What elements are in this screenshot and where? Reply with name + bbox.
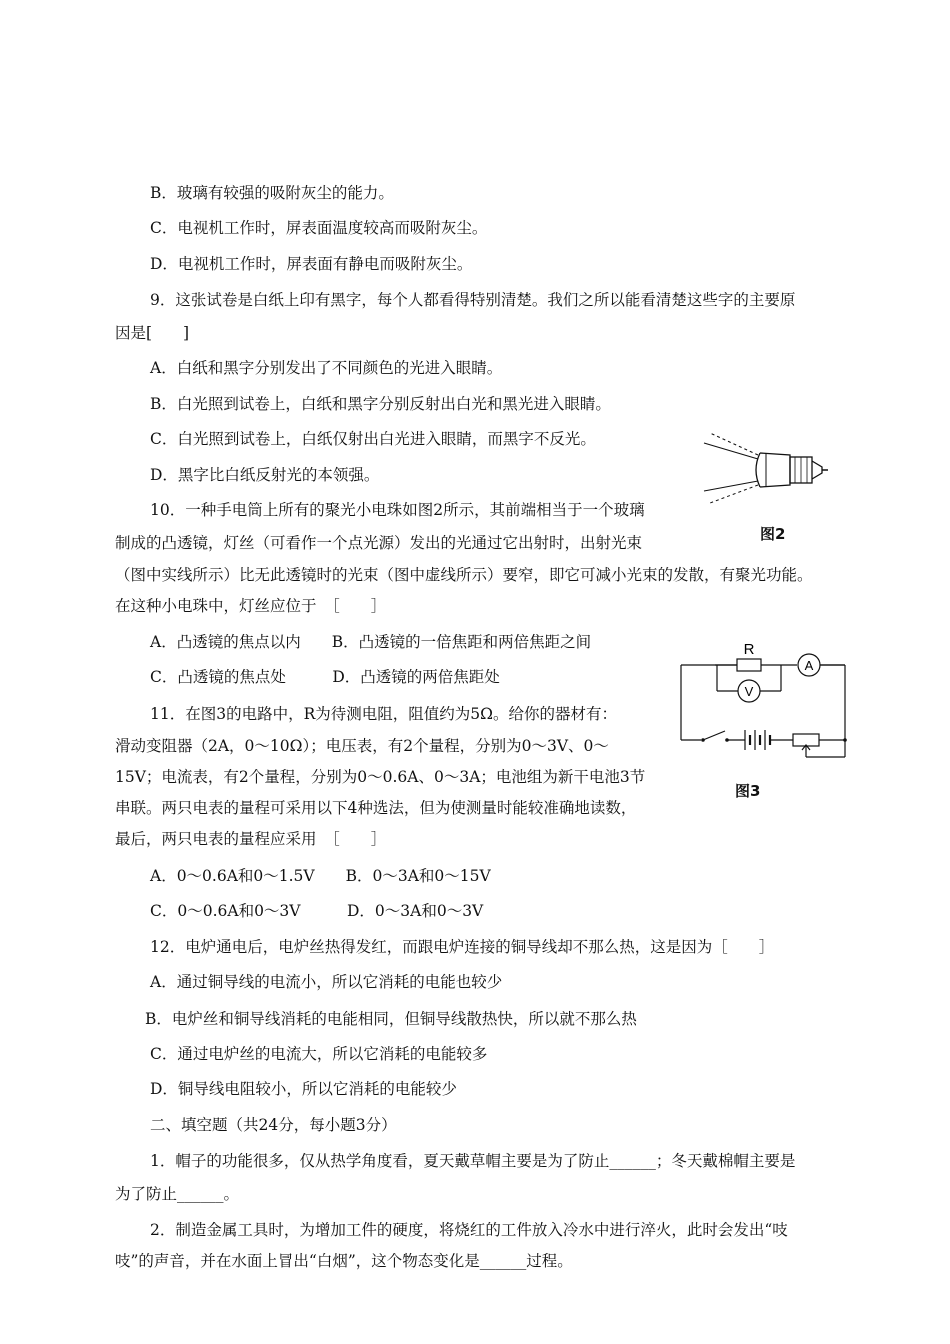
figure-2-caption: 图2 — [760, 525, 786, 543]
question-11-line-4: 串联。两只电表的量程可采用以下4种选法，但为使测量时能较准确地读数， — [115, 799, 637, 817]
option-11ab: A．0～0.6A和0～1.5V B．0～3A和0～15V — [150, 867, 491, 885]
question-11-line-5: 最后，两只电表的量程应采用 ［ ］ — [115, 830, 387, 848]
figure-3-caption: 图3 — [735, 782, 761, 800]
option-8d: D．电视机工作时，屏表面有静电而吸附灰尘。 — [150, 255, 473, 273]
ammeter-label: A — [804, 658, 814, 673]
fill-2-line-1: 2．制造金属工具时，为增加工件的硬度，将烧红的工件放入冷水中进行淬火，此时会发出“吱 — [150, 1221, 788, 1239]
option-12d: D．铜导线电阻较小，所以它消耗的电能较少 — [150, 1080, 457, 1098]
option-11cd: C．0～0.6A和0～3V D．0～3A和0～3V — [150, 902, 484, 920]
option-12b: B．电炉丝和铜导线消耗的电能相同，但铜导线散热快，所以就不那么热 — [145, 1010, 637, 1028]
section-2-heading: 二、填空题（共24分，每小题3分） — [150, 1116, 397, 1134]
option-8b: B．玻璃有较强的吸附灰尘的能力。 — [150, 184, 394, 202]
figure-3-circuit — [675, 635, 855, 805]
option-8c: C．电视机工作时，屏表面温度较高而吸附灰尘。 — [150, 219, 488, 237]
option-9a: A．白纸和黑字分别发出了不同颜色的光进入眼睛。 — [150, 359, 503, 377]
question-9-line-1: 9．这张试卷是白纸上印有黑字，每个人都看得特别清楚。我们之所以能看清楚这些字的主要原 — [150, 291, 796, 309]
option-10cd: C．凸透镜的焦点处 D．凸透镜的两倍焦距处 — [150, 668, 500, 686]
voltmeter-label: V — [744, 684, 754, 699]
option-10ab: A．凸透镜的焦点以内 B．凸透镜的一倍焦距和两倍焦距之间 — [150, 633, 592, 651]
question-10-line-3: （图中实线所示）比无此透镜时的光束（图中虚线所示）要窄，即它可减小光束的发散，有聚光功能。 — [115, 566, 813, 584]
option-12a: A．通过铜导线的电流小，所以它消耗的电能也较少 — [150, 973, 503, 991]
option-9d: D．黑字比白纸反射光的本领强。 — [150, 466, 380, 484]
option-9c: C．白光照到试卷上，白纸仅射出白光进入眼睛，而黑字不反光。 — [150, 430, 596, 448]
question-10-line-4: 在这种小电珠中，灯丝应位于 ［ ］ — [115, 597, 387, 615]
question-10-line-1: 10．一种手电筒上所有的聚光小电珠如图2所示，其前端相当于一个玻璃 — [150, 501, 645, 519]
question-11-line-1: 11．在图3的电路中，R为待测电阻，阻值约为5Ω。给你的器材有： — [150, 705, 617, 723]
question-10-line-2: 制成的凸透镜，灯丝（可看作一个点光源）发出的光通过它出射时，出射光束 — [115, 534, 643, 552]
option-12c: C．通过电炉丝的电流大，所以它消耗的电能较多 — [150, 1045, 488, 1063]
question-11-line-2: 滑动变阻器（2A，0～10Ω）；电压表，有2个量程，分别为0～3V、0～ — [115, 737, 609, 755]
fill-1-line-1: 1．帽子的功能很多，仅从热学角度看，夏天戴草帽主要是为了防止______；冬天戴棉帽主要是 — [150, 1152, 796, 1170]
circuit-diagram — [675, 635, 855, 770]
option-9b: B．白光照到试卷上，白纸和黑字分别反射出白光和黑光进入眼睛。 — [150, 395, 611, 413]
question-9-line-2: 因是[ ] — [115, 324, 190, 342]
question-11-line-3: 15V；电流表，有2个量程，分别为0～0.6A、0～3A；电池组为新干电池3节 — [115, 768, 646, 786]
fill-2-line-2: 吱”的声音，并在水面上冒出“白烟”，这个物态变化是______过程。 — [115, 1252, 573, 1270]
resistor-label: R — [743, 641, 755, 658]
question-12: 12．电炉通电后，电炉丝热得发红，而跟电炉连接的铜导线却不那么热，这是因为［ ］ — [150, 938, 775, 956]
figure-2-bulb — [700, 425, 840, 545]
fill-1-line-2: 为了防止______。 — [115, 1185, 240, 1203]
